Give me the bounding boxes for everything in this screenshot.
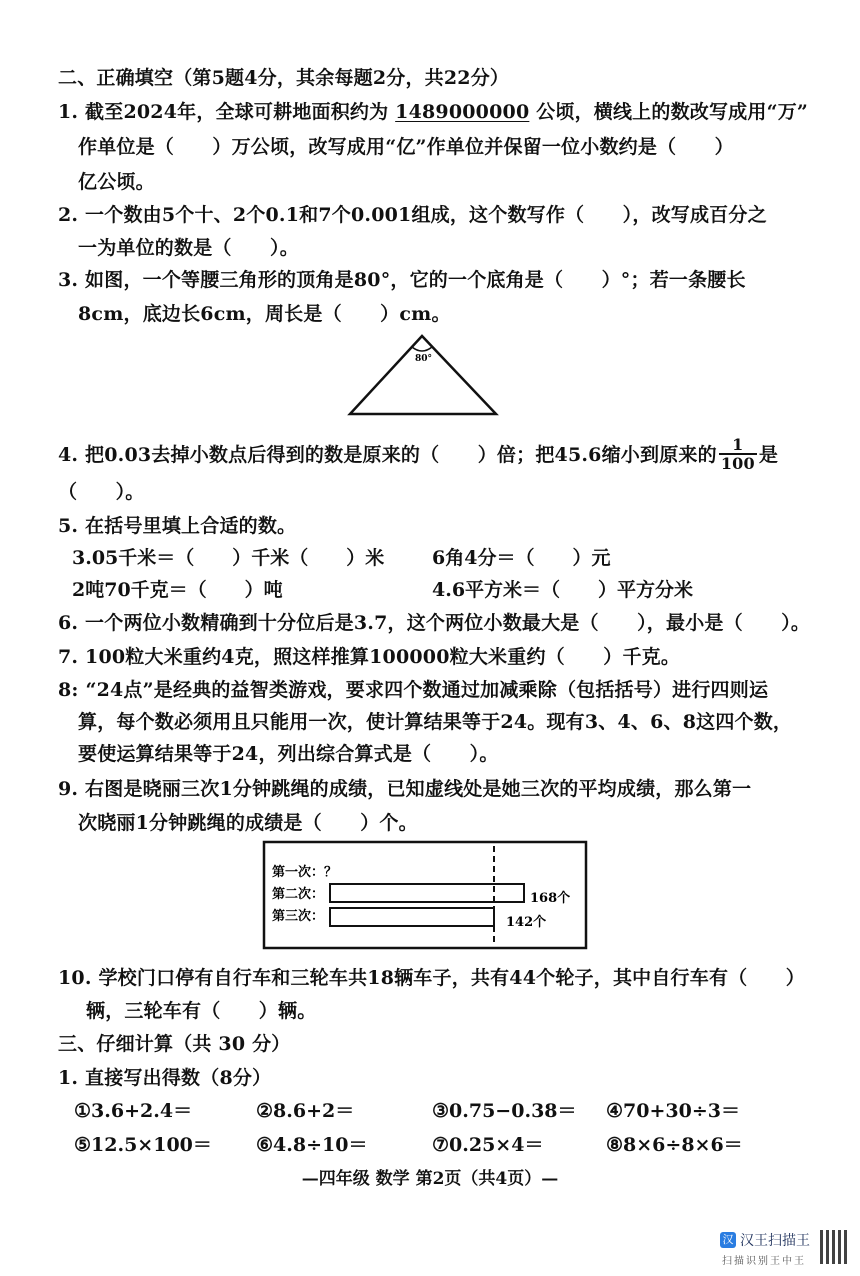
q1-text-a: 1. 截至2024年，全球可耕地面积约为 [58, 101, 396, 123]
calc-item-6: ⑥4.8÷10＝ [256, 1134, 368, 1156]
section3-title: 三、仔细计算（共 30 分） [58, 1033, 291, 1055]
q7-line: 7. 100粒大米重约4克，照这样推算100000粒大米重约（ ）千克。 [58, 646, 681, 668]
row3-label: 第三次： [272, 909, 325, 924]
q9-line1: 9. 右图是晓丽三次1分钟跳绳的成绩，已知虚线处是她三次的平均成绩，那么第一 [58, 778, 752, 800]
q8-line2: 算，每个数必须用且只能用一次，使计算结果等于24。现有3、4、6、8这四个数， [78, 711, 793, 733]
calc-item-5: ⑤12.5×100＝ [74, 1134, 212, 1156]
q10-line2: 辆，三轮车有（ ）辆。 [86, 1000, 317, 1022]
q4-line1 [58, 435, 779, 474]
q9-line2: 次晓丽1分钟跳绳的成绩是（ ）个。 [78, 812, 418, 834]
apex-angle-label: 80° [415, 354, 433, 364]
q4-text-a: 4. 把0.03去掉小数点后得到的数是原来的（ ）倍；把45.6缩小到原来的 [58, 444, 717, 466]
q1-line2: 作单位是（ ）万公顷，改写成用“亿”作单位并保留一位小数约是（ ） [78, 136, 734, 158]
calc-item-7: ⑦0.25×4＝ [432, 1134, 544, 1156]
q5-item-a: 3.05千米＝（ ）千米（ ）米 [72, 547, 385, 569]
q6-line: 6. 一个两位小数精确到十分位后是3.7，这个两位小数最大是（ ），最小是（ ）。 [58, 612, 811, 634]
q4-text-b: 是 [758, 444, 779, 466]
q1-line1 [58, 100, 808, 124]
calc-item-2: ②8.6+2＝ [256, 1100, 355, 1122]
isosceles-triangle-figure [344, 330, 504, 422]
q1-text-b: 公顷，横线上的数改写成用“万” [529, 101, 809, 123]
calc-item-8: ⑧8×6÷8×6＝ [606, 1134, 743, 1156]
apex-angle-arc [412, 347, 432, 351]
q8-line3: 要使运算结果等于24，列出综合算式是（ ）。 [78, 743, 499, 765]
bar-third-value: 142个 [506, 915, 547, 930]
page-footer: —四年级 数学 第2页（共4页）— [301, 1169, 559, 1189]
q3-line2: 8cm，底边长6cm，周长是（ ）cm。 [78, 303, 451, 325]
scanner-logo-icon: 汉 [720, 1232, 736, 1248]
calc-item-4: ④70+30÷3＝ [606, 1100, 740, 1122]
q5-item-d: 4.6平方米＝（ ）平方分米 [432, 579, 694, 601]
bar-second-value: 168个 [530, 891, 571, 906]
q2-line1: 2. 一个数由5个十、2个0.1和7个0.001组成，这个数写作（ ），改写成百分之 [58, 204, 767, 226]
row1-label: 第一次：？ [272, 865, 338, 880]
q8-line1: 8: “24点”是经典的益智类游戏，要求四个数通过加减乘除（包括括号）进行四则运 [58, 679, 769, 701]
fraction-numerator: 1 [719, 436, 757, 455]
q10-line1: 10. 学校门口停有自行车和三轮车共18辆车子，共有44个轮子，其中自行车有（ ） [58, 967, 805, 989]
fraction-denominator: 100 [720, 454, 755, 473]
q3-line1: 3. 如图，一个等腰三角形的顶角是80°，它的一个底角是（ ）°；若一条腰长 [58, 269, 746, 291]
scanner-brand-name: 汉王扫描王 [740, 1233, 810, 1249]
q1-underlined-number: 1489000000 [395, 101, 530, 123]
fraction-one-hundredth [719, 436, 757, 472]
q5-title: 5. 在括号里填上合适的数。 [58, 515, 297, 537]
jump-rope-bar-diagram [262, 840, 590, 952]
q1-line3: 亿公顷。 [78, 171, 155, 193]
calc-title: 1. 直接写出得数（8分） [58, 1067, 272, 1089]
qr-code-icon [820, 1230, 850, 1264]
bar-third-attempt [330, 908, 494, 926]
row2-label: 第二次： [272, 887, 325, 902]
calc-item-1: ①3.6+2.4＝ [74, 1100, 193, 1122]
q5-item-c: 2吨70千克＝（ ）吨 [72, 579, 283, 601]
q4-line2: （ ）。 [58, 481, 145, 503]
q5-item-b: 6角4分＝（ ）元 [432, 547, 611, 569]
scanner-watermark [720, 1230, 852, 1270]
triangle-shape [350, 336, 496, 414]
scanner-slogan: 扫描识别王中王 [722, 1256, 806, 1267]
calc-item-3: ③0.75−0.38＝ [432, 1100, 577, 1122]
q2-line2: 一为单位的数是（ ）。 [78, 237, 299, 259]
section2-title: 二、正确填空（第5题4分，其余每题2分，共22分） [58, 67, 510, 89]
